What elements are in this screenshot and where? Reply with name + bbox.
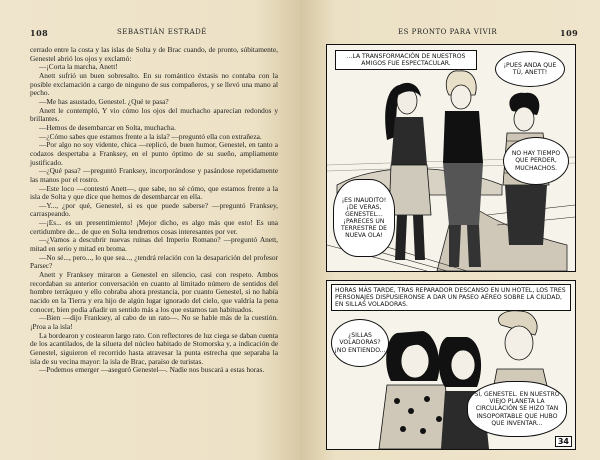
right-page-header [560, 28, 578, 38]
balloon-text: ¿SILLAS VOLADORAS? ¡NO ENTIENDO... [334, 332, 386, 354]
paragraph: —Bien —dijo Franksey, al cabo de un rato—. No se hable más de la cuestión. ¡Proa a la isla! [30, 313, 278, 331]
balloon-text: SÍ, GENESTEL. EN NUESTRO VIEJO PLANETA LA CIRCULACIÓN SE HIZO TAN INSOPORTABLE QUE HUBO QUE INVENTAR... [474, 391, 560, 427]
balloon-text: ¡ES INAUDITO! ¡DE VERAS, GENESTEL... ¡PARECES UN TERRESTRE DE NUEVA OLA! [340, 196, 388, 240]
paragraph: —Este loco —contestó Anett—, que sabe, no sé cómo, que estamos frente a la isla de Solta y que dice que hemos de desembarcar en ella. [30, 183, 278, 202]
paragraph: —¡Es... es un presentimiento! ¡Mejor dicho, es algo más que esto! Es una certidumbre de... de que en Solta tendremos cosas interesantes por ver. [30, 218, 278, 236]
comic-panel-1 [326, 44, 576, 272]
paragraph: —Me has asustado, Genestel. ¿Qué te pasa? [39, 96, 169, 106]
panel-2-caption: HORAS MÁS TARDE, TRAS REPARADOR DESCANSO EN UN HOTEL, LOS TRES PERSONAJES DISPUSIERONSE A DAR UN PASEO AÉREO SOBRE LA CIUDAD, EN SILLAS VOLADORAS. [331, 284, 571, 311]
paragraph: Anett sufrió un buen sobresalto. En su romántico éxtasis no contaba con la posible exclamación a cargo de ninguno de sus compañeros, y se llevó una mano al pecho. [30, 70, 278, 98]
panel-1-balloon-right [503, 137, 569, 185]
panel-1-balloon-top-right [495, 51, 565, 87]
balloon-text: NO HAY TIEMPO QUE PERDER, MUCHACHOS. [511, 150, 561, 172]
paragraph: —¡Corta la marcha, Anett! [39, 62, 118, 72]
left-page-header [30, 28, 48, 38]
panel-number-badge: 34 [555, 436, 572, 447]
panel-1-balloon-left [333, 179, 395, 257]
paragraph: Anett y Franksey miraron a Genestel en silencio, casi con respeto. Ambos recordaban su anterior conversación en cuanto al limitado número de sentidos del hombre terráqueo y ello cobraba ahora prestancia, por cuanto Genestel, si no había nacido en la Tierra y era hijo de algún lugar ignorado del cielo, que valdría la pena conocer, bien podía añadir un sentido más a los que estamos tan habituados. [30, 270, 278, 314]
left-running-head: SEBASTIÁN ESTRADÉ [117, 28, 207, 36]
panel-1-caption: ...LA TRANSFORMACIÓN DE NUESTROS AMIGOS FUE ESPECTACULAR. [335, 50, 477, 70]
right-page-number: 109 [560, 28, 579, 38]
paragraph: Anett le contempló, Y vio cómo los ojos del muchacho aparecían redondos y brillantes. [30, 105, 278, 124]
right-page [300, 0, 600, 460]
paragraph: —¿Cómo sabes que estamos frente a la isla? —preguntó ella con extrañeza. [39, 131, 262, 141]
left-page-number: 108 [30, 28, 49, 38]
paragraph: —Por algo no soy vidente, chica —replicó, de buen humor, Genestel, en tanto a codazos despertaba a Franksey, en el punto óptimo de su sueño, ampliamente justificado. [30, 140, 278, 167]
panel-2-balloon-left [331, 319, 389, 367]
balloon-text: ¡PUES ANDA QUE TÚ, ANETT! [503, 61, 557, 76]
paragraph: La bordearon y costearon largo rato. Con reflectores de luz ciega se daban cuenta de los acantilados, de la silueta del núcleo habitado de Stomorska y, a indicación de Genestel, siguieron el recorrido hasta atravesar la punta estrecha que separaba la isla de su vecina mayor: la isla de Brac, paraíso de turistas. [30, 330, 278, 366]
paragraph: —¿Qué pasa? —preguntó Franksey, incorporándose y pasándose repetidamente las manos por el rostro. [30, 166, 278, 184]
paragraph: cerrado entre la costa y las islas de Solta y de Brac cuando, de pronto, súbitamente, Genestel abrió los ojos y exclamó: [30, 45, 278, 63]
paragraph: —Y..., ¿por qué, Genestel, si es que puede saberse? —preguntó Franksey, carraspeando. [30, 200, 278, 219]
paragraph: —No sé..., pero..., lo que sea..., ¿tendrá relación con la desaparición del profesor Parsec? [30, 252, 278, 271]
left-page-text [30, 46, 278, 375]
paragraph: —Podemos emerger —aseguró Genestel—. Nadie nos buscará a estas horas. [39, 365, 265, 375]
paragraph: —Hemos de desembarcar en Solta, muchacha. [39, 122, 176, 132]
right-running-head: ES PRONTO PARA VIVIR [398, 28, 498, 36]
panel-2-balloon-bottom [467, 381, 567, 437]
paragraph: —¿Vamos a descubrir nuevas ruinas del Imperio Romano? —preguntó Anett, mitad en serio y mitad en broma. [30, 235, 278, 254]
comic-panel-2 [326, 280, 576, 450]
